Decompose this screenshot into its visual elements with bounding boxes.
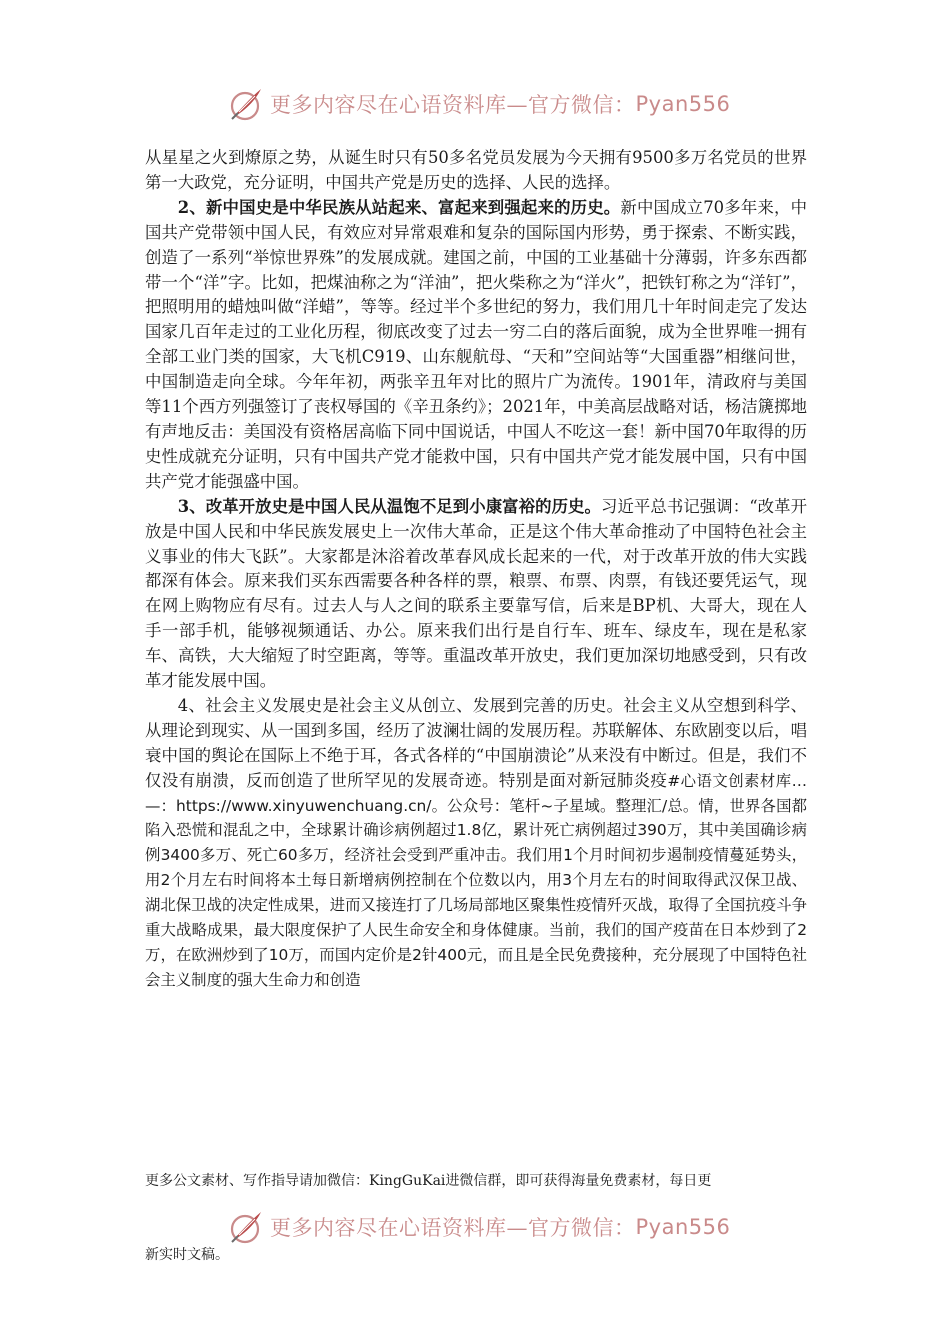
section-3-heading: 3、改革开放史是中国人民从温饱不足到小康富裕的历史。 <box>177 496 601 516</box>
paragraph-3 <box>145 495 807 694</box>
article-body <box>145 146 807 993</box>
banner-wechat-id: Pyan556 <box>635 92 731 116</box>
bottom-banner <box>0 1207 950 1247</box>
section-4-body-a: 4、社会主义发展史是社会主义从创立、发展到完善的历史。社会主义从空想到科学、从理论到现实、从一国到多国，经历了波澜壮阔的发展历程。苏联解体、东欧剧变以后，唱衰中国的舆论在国际上不绝于耳，各式各样的“中国崩溃论”从来没有中断过。但是，我们不仅没有崩溃，反而创造了世所罕见的发展奇迹。特别是面对新冠肺炎疫 <box>145 695 807 790</box>
section-2-heading: 2、新中国史是中华民族从站起来、富起来到强起来的历史。 <box>177 197 621 217</box>
section-3-body: 习近平总书记强调：“改革开放是中国人民和中华民族发展史上一次伟大革命，正是这个伟大革命推动了中国特色社会主义事业的伟大飞跃”。大家都是沐浴着改革春风成长起来的一代，对于改革开放的伟大实践都深有体会。原来我们买东西需要各种各样的票，粮票、布票、肉票，有钱还要凭运气，现在网上购物应有尽有。过去人与人之间的联系主要靠写信，后来是BP机、大哥大，现在人手一部手机，能够视频通话、办公。原来我们出行是自行车、班车、绿皮车，现在是私家车、高铁，大大缩短了时空距离，等等。重温改革开放史，我们更加深切地感受到，只有改革才能发展中国。 <box>145 496 807 691</box>
quill-logo-icon <box>228 86 264 122</box>
paragraph-4 <box>145 694 807 993</box>
top-banner <box>0 84 950 124</box>
footer-tail: 新实时文稿。 <box>145 1247 229 1263</box>
banner-wechat-id: Pyan556 <box>635 1215 731 1239</box>
banner-text: 更多内容尽在心语资料库—官方微信： <box>270 93 636 117</box>
section-4-body-b: #心语文创素材库…—：https://www.xinyuwenchuang.cn/。公众号：笔杆~子星域。整理汇/总。情，世界各国都陷入恐慌和混乱之中，全球累计确诊病例超过1.8亿，累计死亡病例超过390万，其中美国确诊病例3400多万、死亡60多万，经济社会受到严重冲击。我们用1个月时间初步遏制疫情蔓延势头，用2个月左右时间将本土每日新增病例控制在个位数以内，用3个月左右的时间取得武汉保卫战、湖北保卫战的决定性成果，进而又接连打了几场局部地区聚集性疫情歼灭战，取得了全国抗疫斗争重大战略成果，最大限度保护了人民生命安全和身体健康。当前，我们的国产疫苗在日本炒到了2万，在欧洲炒到了10万，而国内定价是2针400元，而且是全民免费接种，充分展现了中国特色社会主义制度的强大生命力和创造 <box>145 771 807 989</box>
paragraph-1: 从星星之火到燎原之势，从诞生时只有50多名党员发展为今天拥有9500多万名党员的世界第一大政党，充分证明，中国共产党是历史的选择、人民的选择。 <box>145 148 807 192</box>
section-2-body: 新中国成立70多年来，中国共产党带领中国人民，有效应对异常艰难和复杂的国际国内形势，勇于探索、不断实践，创造了一系列“举惊世界殊”的发展成就。建国之前，中国的工业基础十分薄弱，许多东西都带一个“洋”字。比如，把煤油称之为“洋油”，把火柴称之为“洋火”，把铁钉称之为“洋钉”，把照明用的蜡烛叫做“洋蜡”，等等。经过半个多世纪的努力，我们用几十年时间走完了发达国家几百年走过的工业化历程，彻底改变了过去一穷二白的落后面貌，成为全世界唯一拥有全部工业门类的国家，大飞机C919、山东舰航母、“天和”空间站等“大国重器”相继问世，中国制造走向全球。今年年初，两张辛丑年对比的照片广为流传。1901年，清政府与美国等11个西方列强签订了丧权辱国的《辛丑条约》；2021年，中美高层战略对话，杨洁篪掷地有声地反击：美国没有资格居高临下同中国说话，中国人不吃这一套！新中国70年取得的历史性成就充分证明，只有中国共产党才能救中国，只有中国共产党才能发展中国，只有中国共产党才能强盛中国。 <box>145 197 807 491</box>
banner-text: 更多内容尽在心语资料库—官方微信： <box>270 1216 636 1240</box>
footer-note: 更多公文素材、写作指导请加微信：KingGuKai进微信群，即可获得海量免费素材，每日更 <box>145 1173 712 1189</box>
paragraph-2 <box>145 196 807 495</box>
quill-logo-icon <box>228 1209 264 1245</box>
